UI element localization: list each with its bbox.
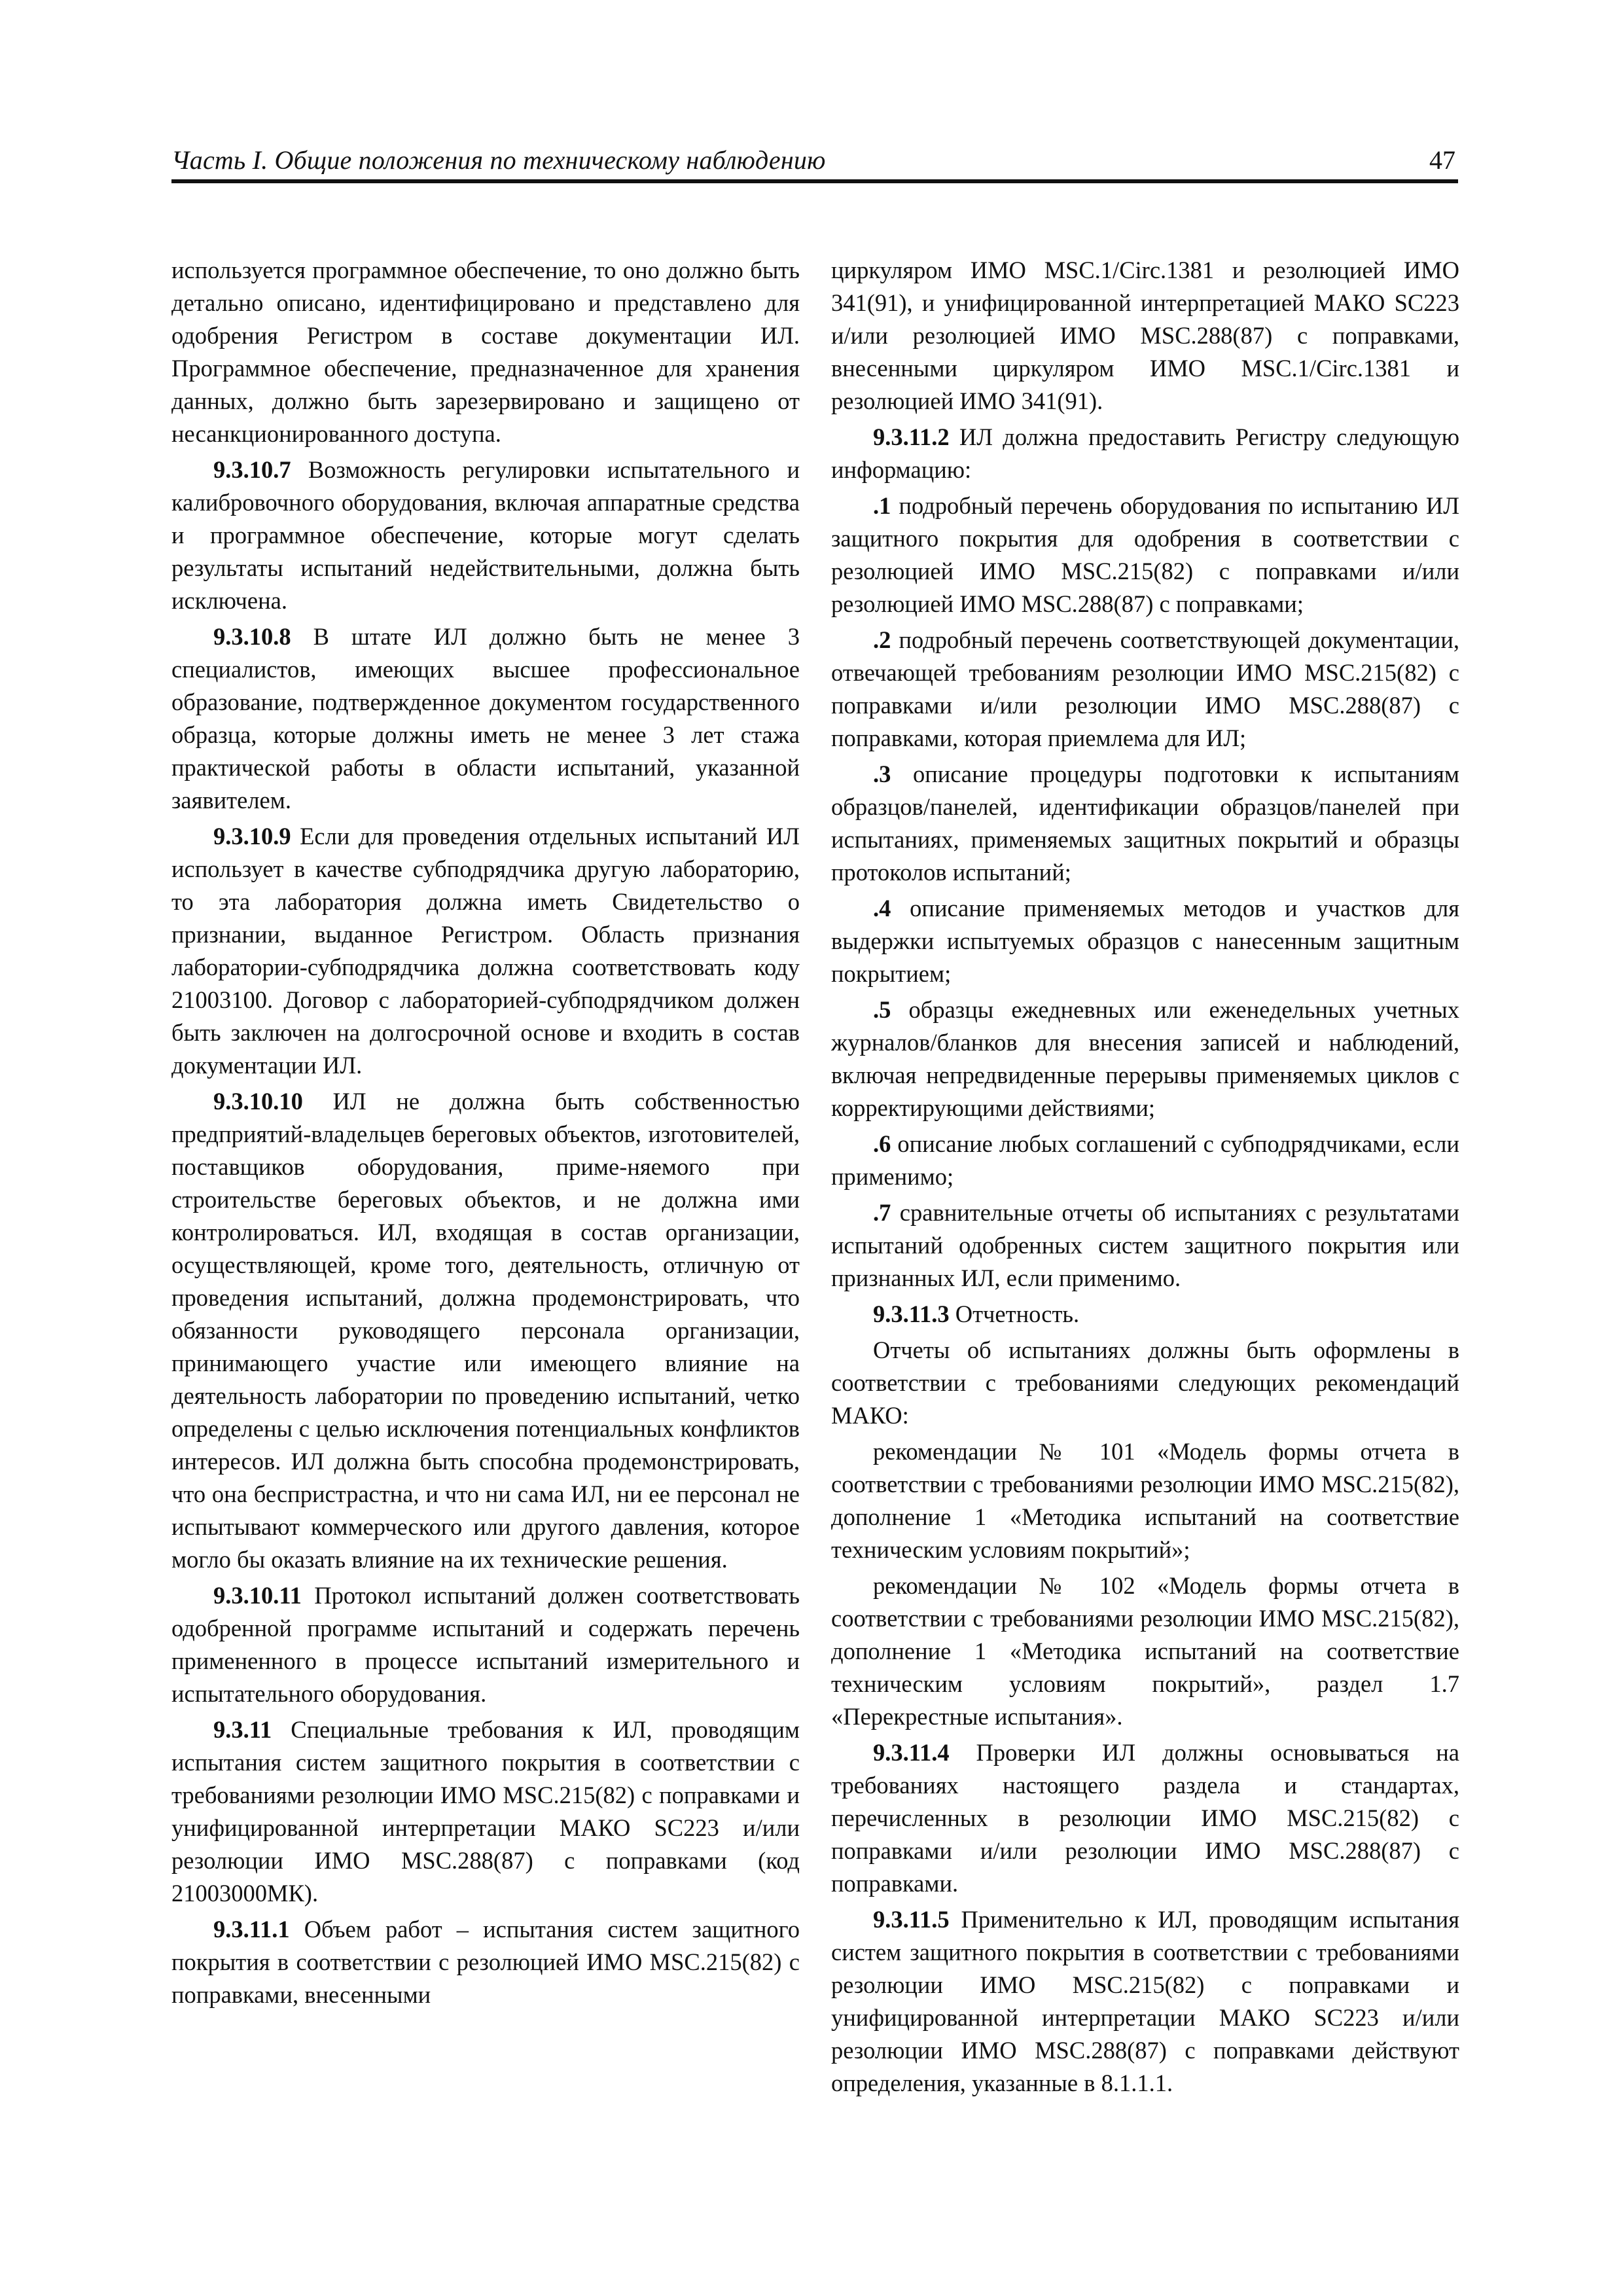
- list-item-1: [831, 490, 1459, 620]
- clause-number: 9.3.11.1: [213, 1916, 290, 1943]
- clause-number: 9.3.10.8: [213, 623, 291, 650]
- paragraph-9-3-10-9: [171, 820, 800, 1082]
- paragraph-text: В штате ИЛ должно быть не менее 3 специалистов, имеющих высшее профессиональное образование, подтвержденное документом государственного образца, которые должны иметь не менее 3 лет стажа практической работы в области испытаний, указанной заявителем.: [171, 623, 800, 814]
- list-item-4: [831, 892, 1459, 990]
- paragraph-text: описание любых соглашений с субподрядчиками, если применимо;: [831, 1130, 1459, 1190]
- clause-number: 9.3.10.11: [213, 1582, 302, 1609]
- paragraph-text: Применительно к ИЛ, проводящим испытания систем защитного покрытия в соответствии с требованиями резолюции ИМО MSC.215(82) с поправками и унифицированной интерпретации МАКО SC223 и/или резолюции ИМО MSC.288(87) с поправками действуют определения, указанные в 8.1.1.1.: [831, 1906, 1459, 2096]
- list-item-6: [831, 1128, 1459, 1193]
- list-number: .5: [873, 996, 891, 1023]
- list-number: .2: [873, 626, 891, 653]
- paragraph-text: описание применяемых методов и участков для выдержки испытуемых образцов с нанесенным защитным покрытием;: [831, 895, 1459, 987]
- paragraph-text: описание процедуры подготовки к испытаниям образцов/панелей, идентификации образцов/панелей при испытаниях, применяемых защитных покрытий и образцы протоколов испытаний;: [831, 761, 1459, 886]
- clause-number: 9.3.11.2: [873, 423, 950, 450]
- paragraph-text: подробный перечень соответствующей документации, отвечающей требованиям резолюции ИМО MSC.215(82) с поправками и/или резолюции ИМО MSC.288(87) с поправками, которая приемлема для ИЛ;: [831, 626, 1459, 751]
- paragraph-9-3-10-8: [171, 620, 800, 817]
- list-item-7: [831, 1196, 1459, 1295]
- left-column: [171, 254, 800, 2211]
- page-number: 47: [1429, 145, 1455, 175]
- recommendation-101: [831, 1435, 1459, 1566]
- paragraph-9-3-11-5: [831, 1903, 1459, 2100]
- paragraph-text: используется программное обеспечение, то оно должно быть детально описано, идентифицировано и представлено для одобрения Регистром в составе документации ИЛ. Программное обеспечение, предназначенное для хранения данных, должно быть зарезервировано и защищено от несанкционированного доступа.: [171, 257, 800, 447]
- paragraph-9-3-11: [171, 1713, 800, 1910]
- paragraph-text: ИЛ должна предоставить Регистру следующую информацию:: [831, 423, 1459, 483]
- paragraph-9-3-10-7: [171, 454, 800, 617]
- paragraph: [831, 1334, 1459, 1432]
- clause-number: 9.3.10.7: [213, 456, 291, 483]
- paragraph: [171, 254, 800, 450]
- list-number: .4: [873, 895, 891, 922]
- paragraph-text: образцы ежедневных или еженедельных учетных журналов/бланков для внесения записей и наблюдений, включая непредвиденные перерывы применяемых циклов с корректирующими действиями;: [831, 996, 1459, 1121]
- paragraph-9-3-10-10: [171, 1085, 800, 1576]
- paragraph: [831, 254, 1459, 418]
- header-title: Часть I. Общие положения по техническому наблюдению: [171, 145, 826, 175]
- clause-number: 9.3.11.4: [873, 1739, 950, 1766]
- list-number: .1: [873, 492, 891, 519]
- clause-number: 9.3.10.9: [213, 823, 291, 850]
- paragraph-text: Проверки ИЛ должны основываться на требованиях настоящего раздела и стандартах, перечисленных в резолюции ИМО MSC.215(82) с поправками и/или резолюции ИМО MSC.288(87) с поправками.: [831, 1739, 1459, 1897]
- paragraph-text: Объем работ – испытания систем защитного покрытия в соответствии с резолюцией ИМО MSC.215(82) с поправками, внесенными: [171, 1916, 800, 2008]
- right-column: [831, 254, 1459, 2211]
- paragraph-text: рекомендации № 102 «Модель формы отчета в соответствии с требованиями резолюции ИМО MSC.215(82), дополнение 1 «Методика испытаний на соответствие техническим условиям покрытий», раздел 1.7 «Перекрестные испытания».: [831, 1572, 1459, 1730]
- paragraph-text: Если для проведения отдельных испытаний ИЛ использует в качестве субподрядчика другую лабораторию, то эта лаборатория должна иметь Свидетельство о признании, выданное Регистром. Область признания лаборатории-субподрядчика должна соответствовать коду 21003100. Договор с лабораторией-субподрядчиком должен быть заключен на долгосрочной основе и входить в состав документации ИЛ.: [171, 823, 800, 1079]
- paragraph-text: Отчеты об испытаниях должны быть оформлены в соответствии с требованиями следующих рекомендаций МАКО:: [831, 1336, 1459, 1429]
- paragraph-text: рекомендации № 101 «Модель формы отчета в соответствии с требованиями резолюции ИМО MSC.215(82), дополнение 1 «Методика испытаний на соответствие техническим условиям покрытий»;: [831, 1438, 1459, 1563]
- paragraph-9-3-11-4: [831, 1736, 1459, 1900]
- paragraph-text: ИЛ не должна быть собственностью предприятий-владельцев береговых объектов, изготовителей, поставщиков оборудования, приме-няемого при строительстве береговых объектов, и не должна ими контролироваться. ИЛ, входящая в состав организации, осуществляющей, кроме того, деятельность, отличную от проведения испытаний, должна продемонстрировать, что обязанности руководящего персонала организации, принимающего участие или имеющего влияние на деятельность лаборатории по проведению испытаний, четко определены с целью исключения потенциальных конфликтов интересов. ИЛ должна быть способна продемонстрировать, что она беспристрастна, и что ни сама ИЛ, ни ее персонал не испытывают коммерческого или другого давления, которое могло бы оказать влияние на их технические решения.: [171, 1088, 800, 1573]
- recommendation-102: [831, 1570, 1459, 1733]
- list-item-3: [831, 758, 1459, 889]
- paragraph-9-3-10-11: [171, 1579, 800, 1710]
- paragraph-text: Специальные требования к ИЛ, проводящим испытания систем защитного покрытия в соответствии с требованиями резолюции ИМО MSC.215(82) с поправками и унифицированной интерпретации МАКО SC223 и/или резолюции ИМО MSC.288(87) с поправками (код 21003000МК).: [171, 1716, 800, 1907]
- paragraph-9-3-11-1: [171, 1913, 800, 2011]
- paragraph-9-3-11-3: [831, 1298, 1459, 1331]
- list-item-2: [831, 624, 1459, 755]
- clause-number: 9.3.11: [213, 1716, 272, 1743]
- paragraph-text: Отчетность.: [949, 1300, 1080, 1327]
- paragraph-text: Протокол испытаний должен соответствовать одобренной программе испытаний и содержать перечень примененного в процессе испытаний измерительного и испытательного оборудования.: [171, 1582, 800, 1707]
- list-number: .6: [873, 1130, 891, 1157]
- clause-number: 9.3.11.5: [873, 1906, 950, 1933]
- clause-number: 9.3.10.10: [213, 1088, 303, 1115]
- list-number: .7: [873, 1199, 891, 1226]
- list-item-5: [831, 994, 1459, 1124]
- page-header: [171, 143, 1458, 183]
- paragraph-9-3-11-2: [831, 421, 1459, 486]
- clause-number: 9.3.11.3: [873, 1300, 950, 1327]
- paragraph-text: Возможность регулировки испытательного и калибровочного оборудования, включая аппаратные средства и программное обеспечение, которые могут сделать результаты испытаний недействительными, должна быть исключена.: [171, 456, 800, 614]
- paragraph-text: циркуляром ИМО MSC.1/Circ.1381 и резолюцией ИМО 341(91), и унифицированной интерпретацией МАКО SC223 и/или резолюцией ИМО MSC.288(87) с поправками, внесенными циркуляром ИМО MSC.1/Circ.1381 и резолюцией ИМО 341(91).: [831, 257, 1459, 414]
- paragraph-text: подробный перечень оборудования по испытанию ИЛ защитного покрытия для одобрения в соответствии с резолюцией ИМО MSC.215(82) с поправками и/или резолюцией ИМО MSC.288(87) с поправками;: [831, 492, 1459, 617]
- paragraph-text: сравнительные отчеты об испытаниях с результатами испытаний одобренных систем защитного покрытия или признанных ИЛ, если применимо.: [831, 1199, 1459, 1291]
- list-number: .3: [873, 761, 891, 787]
